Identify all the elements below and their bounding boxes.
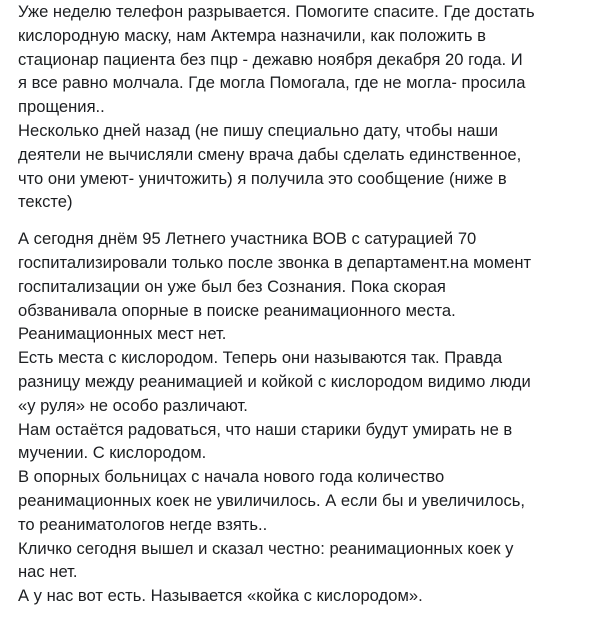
paragraph-gap bbox=[18, 214, 610, 227]
text-line: стационар пациента без пцр - дежавю ноября декабря 20 года. И bbox=[18, 49, 523, 69]
text-line: госпитализировали только после звонка в департамент.на момент bbox=[18, 252, 532, 272]
text-line: А сегодня днём 95 Летнего участника ВОВ с сатурацией 70 bbox=[18, 229, 477, 249]
text-line: что они умеют- уничтожить) я получила это сообщение (ниже в bbox=[18, 168, 507, 188]
text-line: А у нас вот есть. Называется «койка с кислородом». bbox=[18, 586, 423, 606]
text-line: реанимационных коек не увиличилось. А если бы и увеличилось, bbox=[18, 490, 526, 510]
text-line: Нам остаётся радоваться, что наши старики будут умирать не в bbox=[18, 419, 513, 439]
text-line: Кличко сегодня вышел и сказал честно: реанимационных коек у bbox=[18, 538, 514, 558]
text-line: кислородную маску, нам Актемра назначили, как положить в bbox=[18, 25, 486, 45]
post-paragraph-2 bbox=[18, 227, 610, 608]
text-line: обзванивала опорные в поиске реанимационного места. bbox=[18, 300, 456, 320]
text-line: В опорных больницах с начала нового года количество bbox=[18, 467, 445, 487]
text-line: я все равно молчала. Где могла Помогала, где не могла- просила bbox=[18, 73, 526, 93]
text-line: госпитализации он уже был без Сознания. Пока скорая bbox=[18, 276, 446, 296]
text-line: Есть места с кислородом. Теперь они называются так. Правда bbox=[18, 348, 503, 368]
post-paragraph-1 bbox=[18, 0, 610, 214]
text-line: разницу между реанимацией и койкой с кислородом видимо люди bbox=[18, 371, 531, 391]
text-line: нас нет. bbox=[18, 562, 78, 582]
post-body bbox=[18, 0, 610, 608]
text-line: мучении. С кислородом. bbox=[18, 443, 207, 463]
text-line: Несколько дней назад (не пишу специально дату, чтобы наши bbox=[18, 120, 499, 140]
text-line: Реанимационных мест нет. bbox=[18, 324, 227, 344]
text-line: деятели не вычисляли смену врача дабы сделать единственное, bbox=[18, 144, 522, 164]
text-line: прощения.. bbox=[18, 97, 105, 117]
text-line: тексте) bbox=[18, 192, 73, 212]
text-line: «у руля» не особо различают. bbox=[18, 395, 248, 415]
text-line: Уже неделю телефон разрывается. Помогите спасите. Где достать bbox=[18, 2, 535, 21]
text-line: то реаниматологов негде взять.. bbox=[18, 514, 268, 534]
